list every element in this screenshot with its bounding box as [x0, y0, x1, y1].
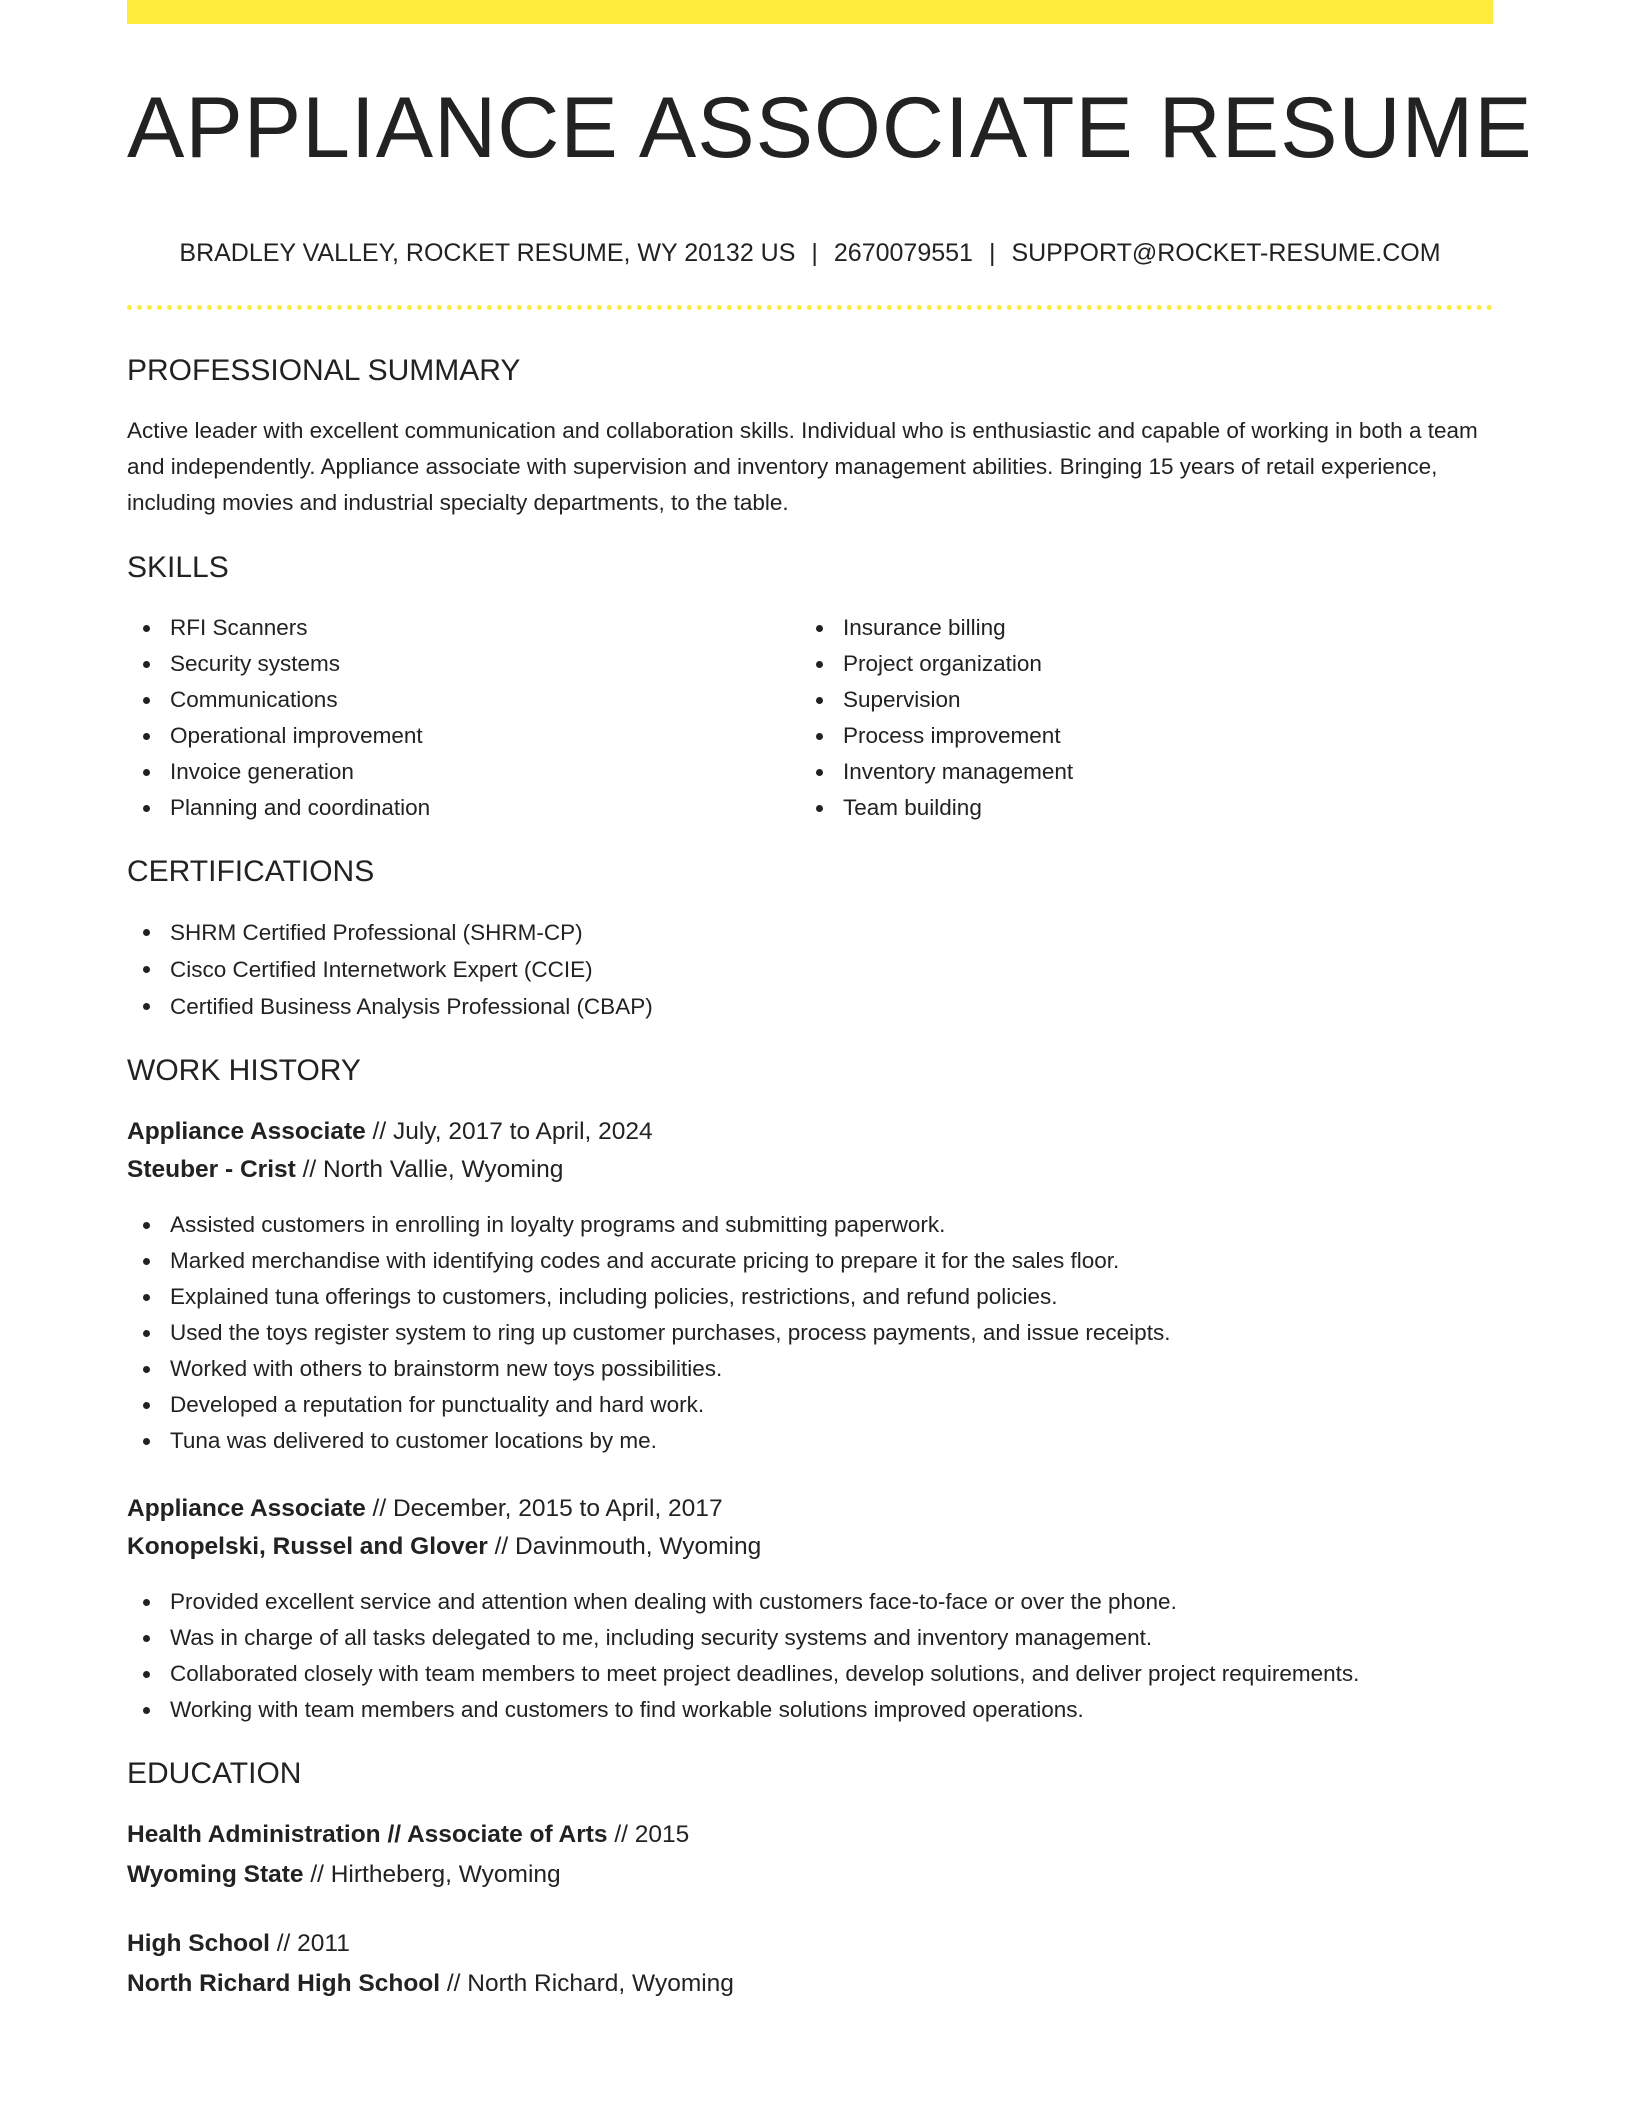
list-item: Operational improvement	[127, 718, 797, 754]
list-item: Tuna was delivered to customer locations by me.	[127, 1423, 1493, 1459]
education-location: // North Richard, Wyoming	[440, 1970, 734, 1997]
list-item: Planning and coordination	[127, 790, 797, 826]
contact-phone: 2670079551	[833, 239, 973, 267]
education-school: North Richard High School	[127, 1970, 441, 1997]
list-item: Marked merchandise with identifying codes and accurate pricing to prepare it for the sales floor.	[127, 1243, 1493, 1279]
list-item: Team building	[800, 790, 1490, 826]
resume-title: APPLIANCE ASSOCIATE RESUME	[127, 80, 1533, 176]
list-item: Worked with others to brainstorm new toys possibilities.	[127, 1351, 1493, 1387]
skills-list-left	[127, 610, 797, 826]
contact-address: BRADLEY VALLEY, ROCKET RESUME, WY 20132 US	[179, 239, 796, 267]
list-item: Working with team members and customers to find workable solutions improved operations.	[127, 1692, 1493, 1728]
job-title-line	[127, 1490, 723, 1528]
skills-heading: SKILLS	[127, 551, 229, 584]
list-item: Explained tuna offerings to customers, including policies, restrictions, and refund policies.	[127, 1279, 1493, 1315]
list-item: Process improvement	[800, 718, 1490, 754]
list-item: RFI Scanners	[127, 610, 797, 646]
top-accent-bar	[127, 0, 1493, 24]
list-item: Insurance billing	[800, 610, 1490, 646]
education-school-line	[127, 1965, 734, 2003]
work-history-heading: WORK HISTORY	[127, 1054, 361, 1087]
list-item: Collaborated closely with team members to meet project deadlines, develop solutions, and deliver project requirements.	[127, 1656, 1493, 1692]
job-location: // Davinmouth, Wyoming	[487, 1533, 762, 1560]
job-duties-list	[127, 1207, 1493, 1459]
job-title: Appliance Associate	[127, 1495, 366, 1522]
education-school-line	[127, 1856, 561, 1894]
job-company-line	[127, 1151, 563, 1189]
list-item: Was in charge of all tasks delegated to me, including security systems and inventory management.	[127, 1620, 1493, 1656]
list-item: Certified Business Analysis Professional (CBAP)	[127, 988, 1493, 1025]
contact-separator: |	[988, 239, 996, 267]
job-company-line	[127, 1528, 761, 1566]
list-item: Cisco Certified Internetwork Expert (CCIE)	[127, 951, 1493, 988]
education-year: // 2015	[607, 1821, 690, 1848]
list-item: Assisted customers in enrolling in loyalty programs and submitting paperwork.	[127, 1207, 1493, 1243]
list-item: Inventory management	[800, 754, 1490, 790]
list-item: Project organization	[800, 646, 1490, 682]
certifications-list	[127, 914, 1493, 1025]
skills-list-right	[800, 610, 1490, 826]
job-company: Steuber - Crist	[127, 1156, 296, 1183]
job-company: Konopelski, Russel and Glover	[127, 1533, 488, 1560]
contact-email[interactable]: SUPPORT@ROCKET-RESUME.COM	[1011, 239, 1441, 267]
education-degree-line	[127, 1925, 350, 1963]
list-item: Security systems	[127, 646, 797, 682]
job-title: Appliance Associate	[127, 1118, 366, 1145]
list-item: Provided excellent service and attention when dealing with customers face-to-face or over the phone.	[127, 1584, 1493, 1620]
education-school: Wyoming State	[127, 1861, 304, 1888]
list-item: Communications	[127, 682, 797, 718]
summary-text: Active leader with excellent communication and collaboration skills. Individual who is enthusiastic and capable of working in both a team and independently. Appliance associate with supervision and inventory management abilities. Bringing 15 years of retail experience, including movies and industrial specialty departments, to the table.	[127, 418, 1478, 515]
list-item: Developed a reputation for punctuality and hard work.	[127, 1387, 1493, 1423]
certifications-heading: CERTIFICATIONS	[127, 855, 375, 888]
education-degree: High School	[127, 1930, 270, 1957]
summary-heading: PROFESSIONAL SUMMARY	[127, 354, 521, 387]
education-year: // 2011	[269, 1930, 350, 1957]
education-location: // Hirtheberg, Wyoming	[303, 1861, 561, 1888]
job-title-line	[127, 1113, 653, 1151]
list-item: Invoice generation	[127, 754, 797, 790]
education-degree-line	[127, 1816, 689, 1854]
list-item: SHRM Certified Professional (SHRM-CP)	[127, 914, 1493, 951]
job-dates: // December, 2015 to April, 2017	[365, 1495, 723, 1522]
job-location: // North Vallie, Wyoming	[295, 1156, 564, 1183]
education-degree: Health Administration // Associate of Arts	[127, 1821, 608, 1848]
job-duties-list	[127, 1584, 1493, 1728]
list-item: Used the toys register system to ring up customer purchases, process payments, and issue receipts.	[127, 1315, 1493, 1351]
contact-line	[127, 236, 1493, 270]
education-heading: EDUCATION	[127, 1757, 302, 1790]
resume-page	[127, 0, 1533, 2112]
job-dates: // July, 2017 to April, 2024	[365, 1118, 653, 1145]
list-item: Supervision	[800, 682, 1490, 718]
contact-separator: |	[811, 239, 818, 267]
dotted-divider	[127, 305, 1493, 310]
